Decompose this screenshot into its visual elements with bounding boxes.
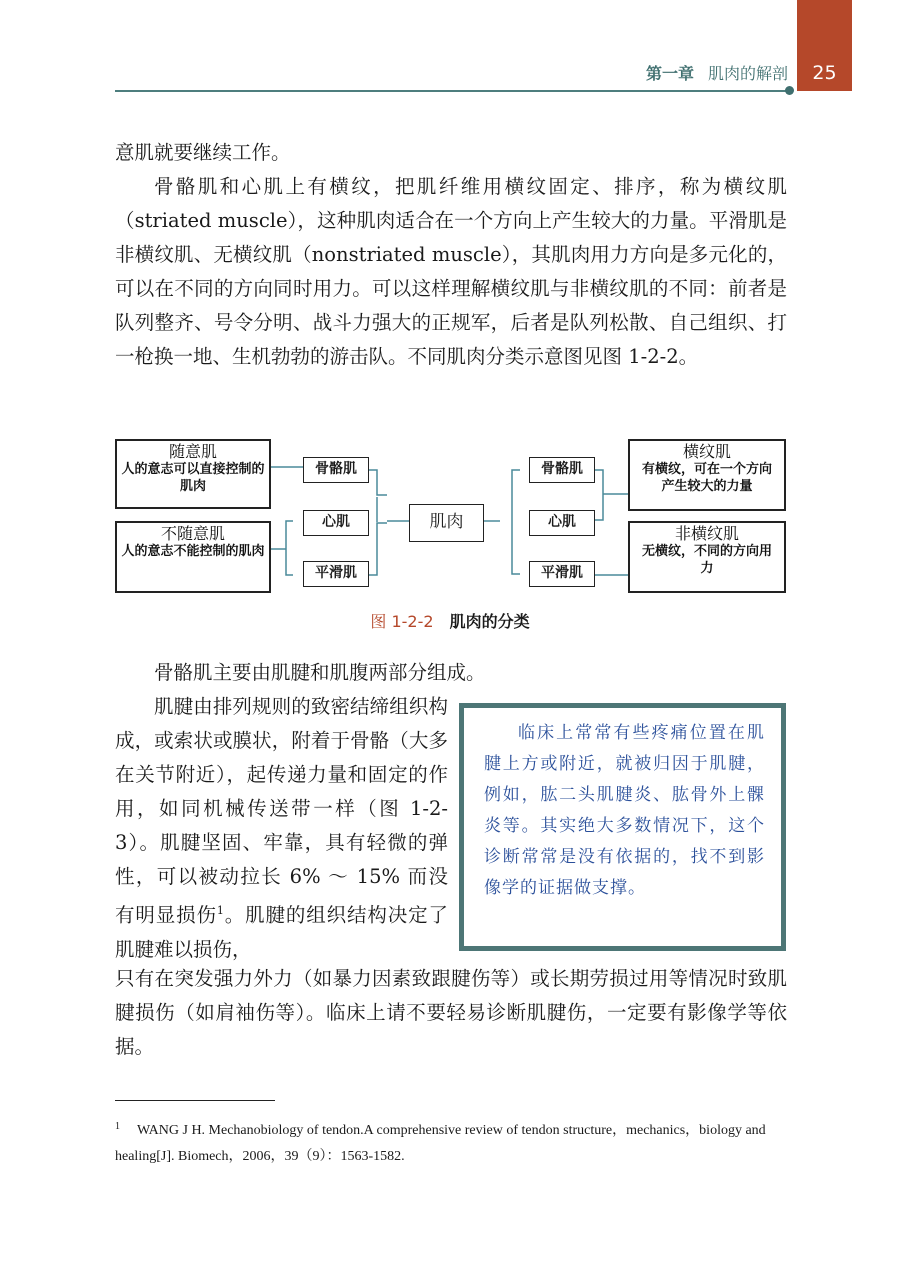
voluntary-muscle-desc: 人的意志可以直接控制的肌肉: [121, 462, 265, 494]
tendon-text-tail: 。肌腱的组织结构决定了肌腱难以损伤，: [115, 903, 448, 961]
paragraph-tendon: [115, 690, 448, 967]
left-cardiac-muscle-node: 心肌: [303, 510, 369, 536]
voluntary-muscle-title: 随意肌: [168, 442, 217, 461]
paragraph-continuation: 意肌就要继续工作。: [115, 141, 291, 164]
muscle-center-node: 肌肉: [409, 504, 484, 542]
paragraph-tendon-injury: 只有在突发强力外力（如暴力因素致跟腱伤等）或长期劳损过用等情况时致肌腱损伤（如肩袖伤等）。临床上请不要轻易诊断肌腱伤，一定要有影像学等依据。: [115, 967, 787, 1058]
striated-muscle-box: [628, 439, 786, 511]
bracket-left-bottom: [369, 523, 387, 575]
chapter-number: 第一章: [645, 64, 694, 83]
footnote: [115, 1118, 787, 1170]
left-smooth-muscle-node: 平滑肌: [303, 561, 369, 587]
clinical-note-box: [459, 703, 786, 951]
striated-muscle-title: 横纹肌: [682, 442, 731, 461]
bracket-striated: [595, 470, 603, 520]
bracket-left-top: [369, 470, 387, 495]
footnote-ref: 1: [216, 904, 224, 917]
paragraph-striated-muscle: 骨骼肌和心肌上有横纹，把肌纤维用横纹固定、排序，称为横纹肌（striated muscle），这种肌肉适合在一个方向上产生较大的力量。平滑肌是非横纹肌、无横纹肌（nonstriated muscle），其肌肉用力方向是多元化的，可以在不同的方向同时用力。可以这样理解横纹肌与非横纹肌的不同：前者是队列整齐、号令分明、战斗力强大的正规军，后者是队列松散、自己组织、打一枪换一地、生机勃勃的游击队。不同肌肉分类示意图见图 1-2-2。: [115, 175, 787, 368]
striated-muscle-desc: 有横纹，可在一个方向产生较大的力量: [641, 462, 772, 494]
footnote-rule: [115, 1100, 275, 1101]
clinical-note-text: 临床上常常有些疼痛位置在肌腱上方或附近，就被归因于肌腱，例如，肱二头肌腱炎、肱骨外上髁炎等。其实绝大多数情况下，这个诊断常常是没有依据的，找不到影像学的证据做支撑。: [484, 723, 765, 898]
right-skeletal-muscle-node: 骨骼肌: [529, 457, 595, 483]
figure-number: 图 1-2-2: [370, 612, 434, 631]
nonstriated-muscle-desc: 无横纹，不同的方向用力: [641, 544, 772, 576]
nonstriated-muscle-title: 非横纹肌: [674, 524, 739, 543]
page-number: 25: [812, 62, 837, 84]
paragraph-skeletal-composition: 骨骼肌主要由肌腱和肌腹两部分组成。: [154, 661, 486, 684]
figure-caption: [0, 609, 900, 632]
nonstriated-muscle-box: [628, 521, 786, 593]
involuntary-muscle-box: [115, 521, 271, 593]
footnote-mark: 1: [115, 1121, 120, 1132]
involuntary-muscle-desc: 人的意志不能控制的肌肉: [121, 544, 265, 559]
tendon-text: 肌腱由排列规则的致密结缔组织构成，或索状或膜状，附着于骨骼（大多在关节附近），起传递力量和固定的作用，如同机械传送带一样（图 1-2-3）。肌腱坚固、牢靠，具有轻微的弹性，可以被动拉长 6% ～ 15% 而没有明显损伤: [115, 695, 448, 927]
left-skeletal-muscle-node: 骨骼肌: [303, 457, 369, 483]
voluntary-muscle-box: [115, 439, 271, 509]
footnote-text: WANG J H. Mechanobiology of tendon.A comprehensive review of tendon structure，mechanics，biology and healing[J]. Biomech，2006，39（9）：1563-1582.: [115, 1123, 766, 1164]
bracket-involuntary: [286, 521, 293, 575]
right-cardiac-muscle-node: 心肌: [529, 510, 595, 536]
chapter-title: 肌肉的解剖: [707, 64, 788, 83]
figure-title: 肌肉的分类: [449, 612, 530, 631]
involuntary-muscle-title: 不随意肌: [160, 524, 225, 543]
bracket-right: [512, 470, 520, 574]
right-smooth-muscle-node: 平滑肌: [529, 561, 595, 587]
